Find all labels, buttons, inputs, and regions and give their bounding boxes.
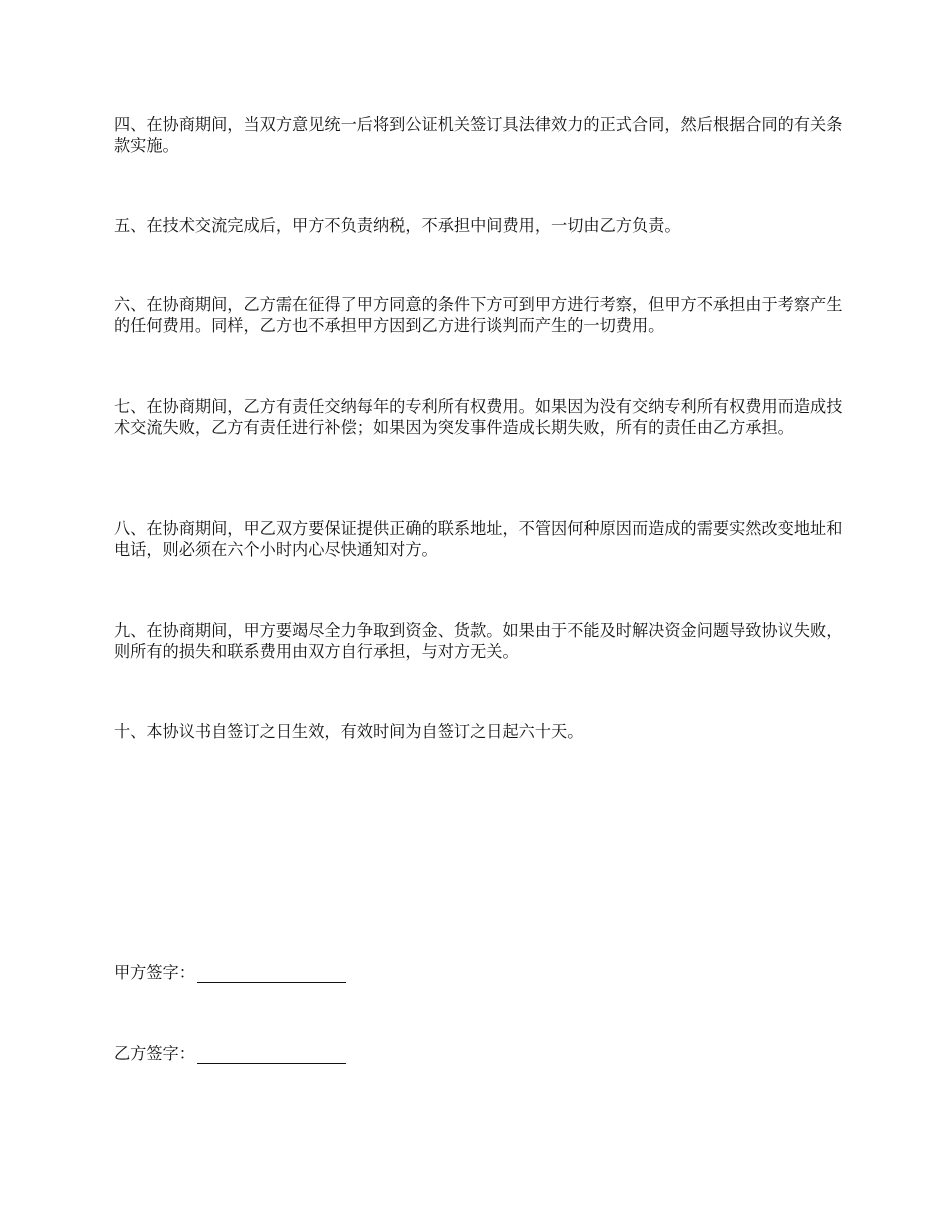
- party-a-signature-line[interactable]: [197, 964, 346, 983]
- party-b-signature: [114, 1043, 346, 1064]
- clause-4: 四、在协商期间，当双方意见统一后将到公证机关签订具法律效力的正式合同，然后根据合同的有关条款实施。: [114, 115, 843, 155]
- party-b-signature-line[interactable]: [197, 1045, 346, 1064]
- party-b-signature-label: 乙方签字：: [114, 1044, 195, 1063]
- party-a-signature-label: 甲方签字：: [114, 963, 195, 982]
- clause-7: 七、在协商期间，乙方有责任交纳每年的专利所有权费用。如果因为没有交纳专利所有权费用而造成技术交流失败，乙方有责任进行补偿；如果因为突发事件造成长期失败，所有的责任由乙方承担。: [114, 397, 843, 437]
- clause-8: 八、在协商期间，甲乙双方要保证提供正确的联系地址，不管因何种原因而造成的需要实然改变地址和电话，则必须在六个小时内心尽快通知对方。: [114, 519, 843, 559]
- clause-9: 九、在协商期间，甲方要竭尽全力争取到资金、货款。如果由于不能及时解决资金问题导致协议失败，则所有的损失和联系费用由双方自行承担，与对方无关。: [114, 621, 843, 661]
- party-a-signature: [114, 962, 346, 983]
- clause-5: 五、在技术交流完成后，甲方不负责纳税，不承担中间费用，一切由乙方负责。: [114, 216, 681, 235]
- clause-10: 十、本协议书自签订之日生效，有效时间为自签订之日起六十天。: [114, 722, 584, 741]
- clause-6: 六、在协商期间，乙方需在征得了甲方同意的条件下方可到甲方进行考察，但甲方不承担由于考察产生的任何费用。同样，乙方也不承担甲方因到乙方进行谈判而产生的一切费用。: [114, 295, 843, 335]
